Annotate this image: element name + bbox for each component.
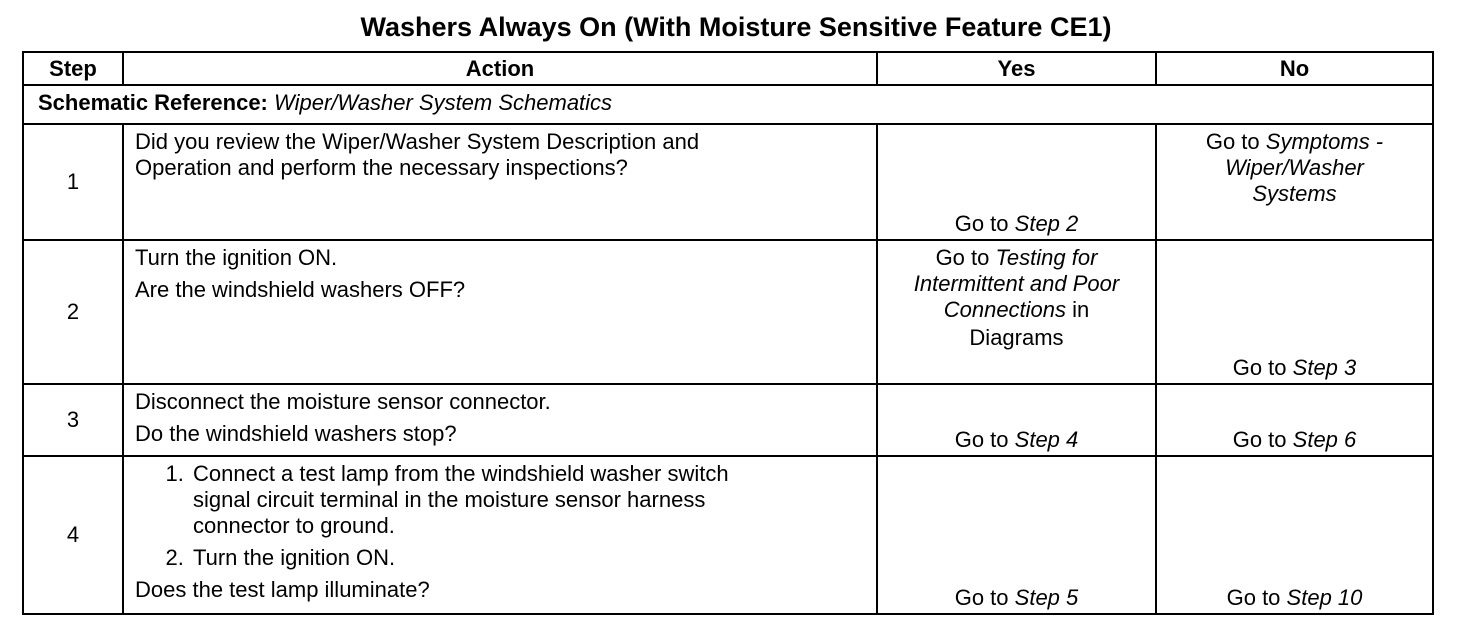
action-text: Operation and perform the necessary inspections? [135, 155, 628, 180]
no-cell [1156, 240, 1433, 384]
action-text: Did you review the Wiper/Washer System Description and [135, 129, 700, 154]
yes-cell [877, 384, 1156, 456]
step-number: 3 [23, 384, 123, 456]
yes-goto[interactable]: Go to Step 5 [954, 585, 1079, 610]
no-goto[interactable]: Go to Step 3 [1232, 355, 1357, 380]
yes-goto[interactable]: Go to Step 4 [954, 427, 1079, 452]
yes-cell [877, 124, 1156, 240]
table-row [23, 240, 1433, 384]
yes-goto[interactable]: Go to Testing for Intermittent and Poor Connections in Diagrams [913, 245, 1120, 350]
diagnostic-table [22, 51, 1434, 615]
table-header-row [23, 52, 1433, 85]
yes-goto[interactable]: Go to Step 2 [954, 211, 1079, 236]
header-no: No [1156, 52, 1433, 85]
no-cell [1156, 384, 1433, 456]
action-cell [123, 384, 877, 456]
schematic-reference-label: Schematic Reference: [38, 90, 268, 115]
action-cell [123, 240, 877, 384]
header-action: Action [123, 52, 877, 85]
table-row [23, 124, 1433, 240]
schematic-reference-row [23, 85, 1433, 124]
yes-cell [877, 456, 1156, 614]
action-cell [123, 124, 877, 240]
list-item: 1. Connect a test lamp from the windshield washer switch signal circuit terminal in the moisture sensor harness connector to ground. [190, 461, 864, 539]
no-goto[interactable]: Go to Step 10 [1226, 585, 1363, 610]
action-text: Are the windshield washers OFF? [135, 277, 466, 302]
step-number: 1 [23, 124, 123, 240]
table-row [23, 456, 1433, 614]
header-yes: Yes [877, 52, 1156, 85]
action-cell [123, 456, 877, 614]
action-text: Disconnect the moisture sensor connector. [135, 389, 551, 414]
header-step: Step [23, 52, 123, 85]
action-question: Does the test lamp illuminate? [135, 577, 430, 602]
yes-cell [877, 240, 1156, 384]
action-steps-list [135, 461, 864, 571]
schematic-reference [23, 85, 1433, 124]
no-cell [1156, 124, 1433, 240]
page-title: Washers Always On (With Moisture Sensitive Feature CE1) [360, 12, 1112, 42]
list-item: 2. Turn the ignition ON. [190, 545, 864, 571]
action-text: Do the windshield washers stop? [135, 421, 457, 446]
no-goto[interactable]: Go to Step 6 [1232, 427, 1357, 452]
no-cell [1156, 456, 1433, 614]
step-number: 2 [23, 240, 123, 384]
no-goto[interactable]: Go to Symptoms - Wiper/Washer Systems [1205, 129, 1384, 206]
step-number: 4 [23, 456, 123, 614]
schematic-reference-link[interactable]: Wiper/Washer System Schematics [274, 90, 613, 115]
table-row [23, 384, 1433, 456]
action-text: Turn the ignition ON. [135, 245, 338, 270]
